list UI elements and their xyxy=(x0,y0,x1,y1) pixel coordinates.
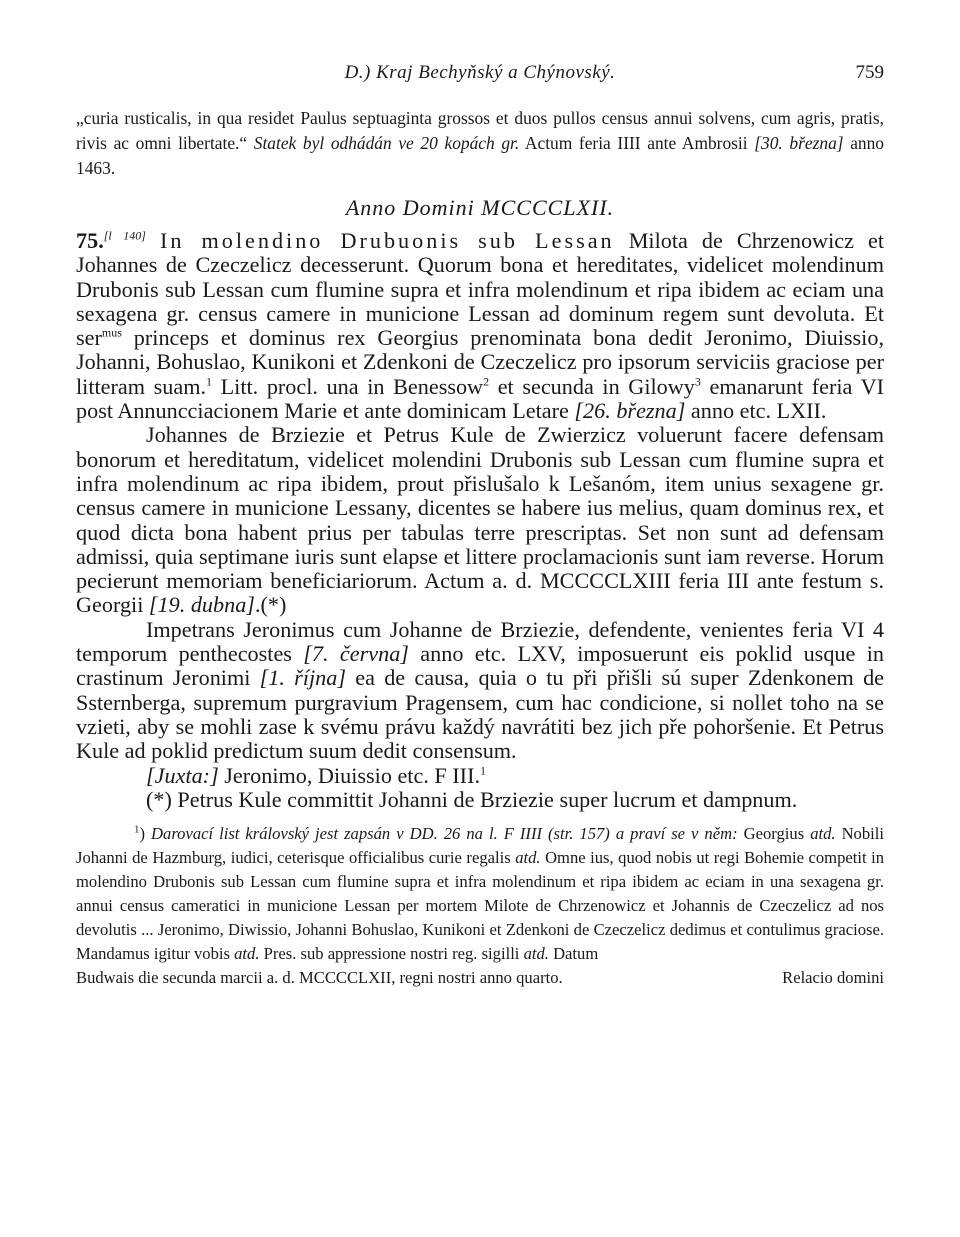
para2-date: [19. dubna] xyxy=(148,592,255,618)
footnote-atd-3: atd. xyxy=(234,944,260,964)
intro-italic-2: [30. března] xyxy=(754,133,844,153)
intro-text-2: Actum feria IIII ante Ambrosii xyxy=(519,133,755,153)
juxta-label: [Juxta:] xyxy=(146,762,219,788)
footnote-atd-4: atd. xyxy=(523,944,549,964)
footnote-last-left: Budwais die secunda marcii a. d. MCCCCLXII, regni nostri anno quarto. xyxy=(76,968,563,988)
paragraph-2 xyxy=(76,423,884,617)
running-title: D.) Kraj Bechyňský a Chýnovský. xyxy=(344,62,616,83)
main-text xyxy=(76,229,884,812)
para4-text: Jeronimo, Diuissio etc. F III. xyxy=(218,762,481,788)
entry-ref: [l 140] xyxy=(103,228,146,243)
footnote-italic-1: Darovací list královský jest zapsán v DD. 26 na l. F IIII (str. 157) a praví se v něm: xyxy=(151,824,738,844)
para2-text: Johannes de Brziezie et Petrus Kule de Zwierzicz voluerunt facere defensam bonorum et hereditatum, videlicet molendini Drubonis sub Lessan cum flumine supra et infra molendinum ac ripa ibidem, prout přislušalo k Lešanóm, item unius sexagene gr. census camere in municione Lessany, dicentes se habere ius melius, quam dominus rex, et quod dicta bona habent prius per tabulas terre prescriptas. Set non sunt ad defensam admissi, quia septimane iuris sunt elapse et littere proclamacionis sunt iam reverse. Horum pecierunt memoriam beneficiariorum. Actum a. d. MCCCCLXIII feria III ante festum s. Georgii xyxy=(76,422,884,618)
entry-date-1: [26. března] xyxy=(574,398,686,424)
entry-text-2: princeps et dominus rex Georgius prenominata bona dedit Jeronimo, Diuissio, Johanni, Bohuslao, Kunikoni et Zdenkoni de Czeczelicz pro ipsorum serviciis graciose per litteram suam. xyxy=(76,325,884,399)
para3-date-2: [1. října] xyxy=(259,665,346,691)
footnote-text-4: Pres. sub appressione nostri reg. sigilli xyxy=(259,944,524,964)
footnote-ref-3: 3 xyxy=(694,374,701,389)
entry-number: 75. xyxy=(76,228,104,253)
page xyxy=(76,52,884,990)
entry-75 xyxy=(76,229,884,423)
para3-text-1: Impetrans Jeronimus cum Johanne de Brziezie, defendente, venientes feria VI 4 temporum penthecostes xyxy=(76,616,884,667)
paragraph-4 xyxy=(76,764,884,788)
footnote-mark: 1 xyxy=(134,823,140,836)
footnote-text-1: Georgius xyxy=(737,824,811,844)
entry-lead: In molendino Drubuonis sub Lessan xyxy=(159,228,615,253)
entry-text-6: anno etc. LXII. xyxy=(685,398,827,424)
intro-italic-1: Statek byl odhádán ve 20 kopách gr. xyxy=(253,133,520,153)
footnote-ref-1: 1 xyxy=(206,374,212,389)
entry-text-3: Litt. procl. una in Benessow xyxy=(212,373,484,399)
footnote-last-line xyxy=(76,966,884,990)
footnote-text-5: Datum xyxy=(548,944,599,964)
footnote-ref-2: 2 xyxy=(483,374,490,389)
para3-text-2: anno etc. LXV, imposuerunt eis poklid usque in crastinum Jeronimi xyxy=(76,641,884,691)
footnote-body: $^1$) Darovací list královský jest zapsán v DD. 26 na l. F IIII (str. 157) a praví se v něm: Georgius atd. Nobili Johanni de Hazmburg, iudici, ceterisque officialibus curie regalis atd. Omne ius, quod nobis ut regi Bohemie competit in molendino Drubonis sub Lessan cum flumine supra et infra molendinum et ripa ibidem ac eciam in una sexagena gr. annui census cameratici in municione Lessan per mortem Milote de Chrzenowicz et Johannis de Czeczelicz ad nos devolutis ... Jeronimo, Diwissio, Johanni Bohuslao, Kunikoni et Zdenkoni de Czeczelicz dedimus et contulimus graciose. Mandamus igitur vobis atd. Pres. sub appressione nostri reg. sigilli atd. Datum xyxy=(76,823,885,964)
running-header xyxy=(76,52,884,88)
para3-text-3: ea de causa, quia o tu při přišli sú super Zdenkonem de Ssternberga, supremum purgravium Pragensem, cum hac condicione, si nollet toho na se vzieti, aby se mohli zase k svému právu každý navrátiti bez jich pře pohoršenie. Et Petrus Kule ad poklid predictum suum dedit consensum. xyxy=(76,665,885,764)
entry-text-5: emanarunt feria VI post Annuncciacionem Marie et ante dominicam Letare xyxy=(76,373,884,424)
footnote-atd-1: atd. xyxy=(810,824,836,844)
para3-date-1: [7. června] xyxy=(303,641,409,667)
footnote-last-right: Relacio domini xyxy=(782,968,884,988)
paragraph-5: (*) Petrus Kule committit Johanni de Brziezie super lucrum et dampnum. xyxy=(146,786,798,812)
intro-text-3: anno 1463. xyxy=(76,133,885,178)
entry-text-4: et secunda in Gilowy xyxy=(489,373,695,399)
intro-text-1: „curia rusticalis, in qua residet Paulus septuaginta grossos et duos pullos census annui solvens, cum agris, pratis, rivis ac omni libertate.“ xyxy=(76,108,884,153)
footnote-text-3: Omne ius, quod nobis ut regi Bohemie competit in molendino Drubonis sub Lessan cum flumine supra et infra molendinum et ripa ibidem ac eciam in una sexagena gr. annui census cameratici in municione Lessan per mortem Milote de Chrzenowicz et Johannis de Czeczelicz ad nos devolutis ... Jeronimo, Diwissio, Johanni Bohuslao, Kunikoni et Zdenkoni de Czeczelicz dedimus et contulimus graciose. Mandamus igitur vobis xyxy=(76,848,885,964)
page-number: 759 xyxy=(855,62,884,83)
section-heading: Anno Domini MCCCCLXII. xyxy=(345,195,615,220)
footnote-atd-2: atd. xyxy=(515,848,541,868)
footnote-1 xyxy=(76,822,884,990)
intro-paragraph xyxy=(76,106,884,181)
para4-footnote-ref: 1 xyxy=(480,763,487,778)
paragraph-3 xyxy=(76,618,884,764)
entry-text-1: Milota de Chrzenowicz et Johannes de Czeczelicz decesserunt. Quorum bona et hereditates, videlicet molendinum Drubonis sub Lessan cum flumine supra et infra molendinum et ripa ibidem ac eciam una sexagena gr. census camere in municione Lessan ad dominum regem sunt devoluta. Et ser xyxy=(76,228,885,351)
footnote-text-2: Nobili Johanni de Hazmburg, iudici, ceterisque officialibus curie regalis xyxy=(76,824,884,868)
entry-sup-mus: mus xyxy=(101,325,122,340)
para2-tail: .(*) xyxy=(254,592,287,618)
